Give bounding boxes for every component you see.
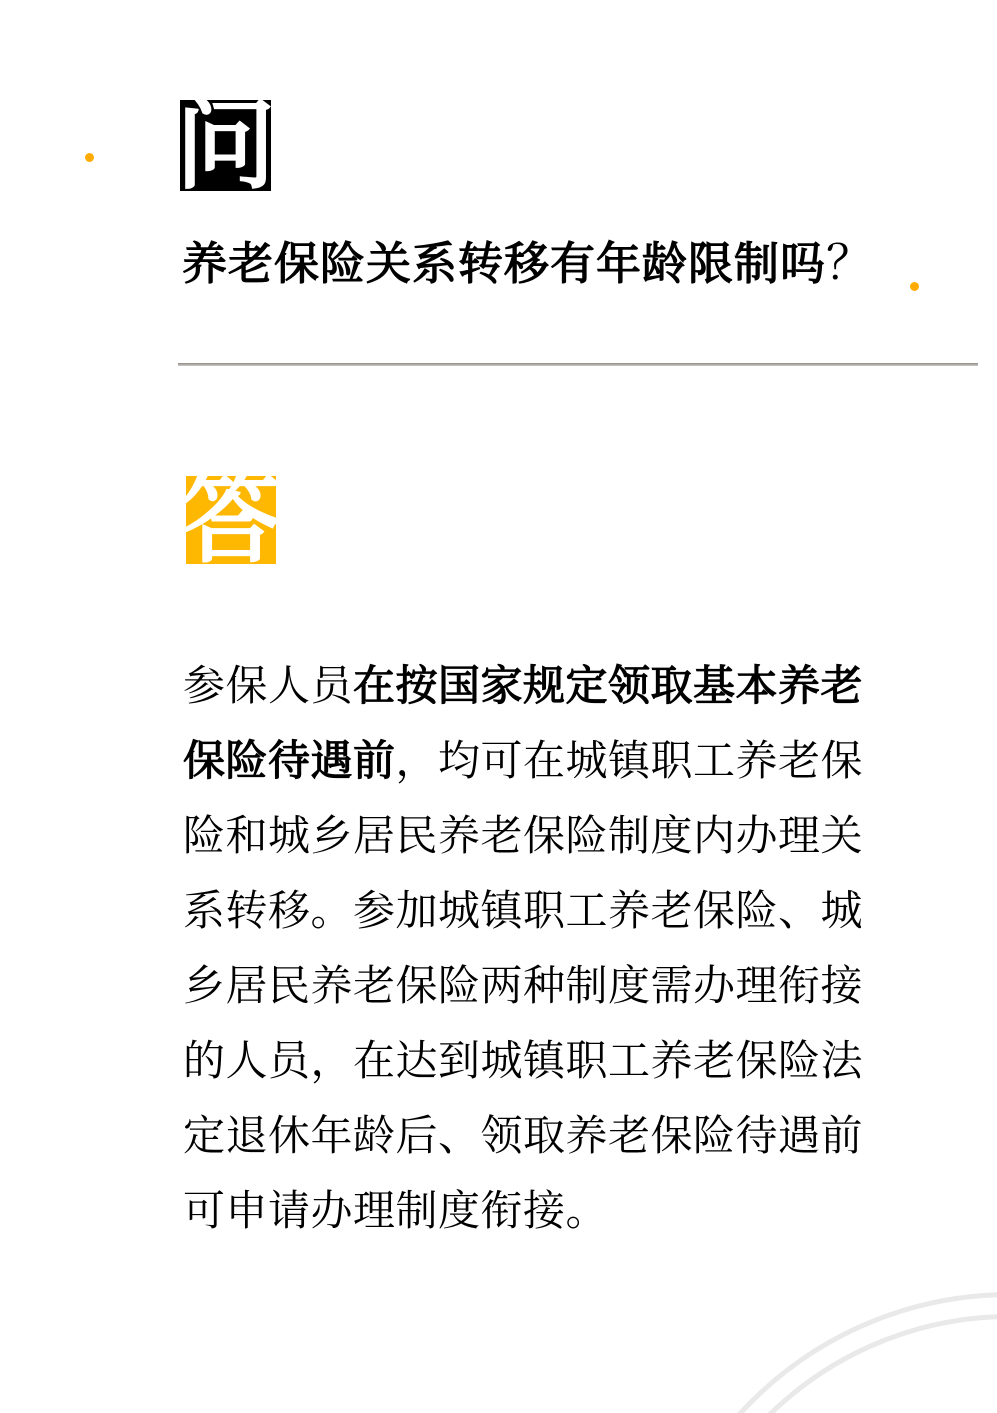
answer-paragraph xyxy=(183,648,903,1248)
answer-text: ，均可在城镇职工养老保 xyxy=(395,737,864,784)
answer-line xyxy=(183,1023,903,1098)
answer-line xyxy=(183,648,903,723)
answer-text: 险和城乡居民养老保险制度内办理关 xyxy=(183,812,864,859)
answer-line xyxy=(183,1098,903,1173)
answer-badge-glyph: 答 xyxy=(181,464,281,575)
question-title-text: 养老保险关系转移有年龄限制吗 xyxy=(182,238,827,289)
answer-text: 乡居民养老保险两种制度需办理衔接 xyxy=(183,962,864,1009)
question-badge-glyph: 问 xyxy=(175,89,276,201)
answer-text: 的人员，在达到城镇职工养老保险法 xyxy=(183,1037,864,1084)
answer-line xyxy=(183,873,903,948)
question-badge xyxy=(175,89,276,201)
answer-line xyxy=(183,1173,903,1248)
answer-line xyxy=(183,948,903,1023)
decorative-arc-inner xyxy=(664,1314,997,1413)
answer-emphasis: 保险待遇前 xyxy=(183,739,396,785)
answer-text: 可申请办理制度衔接。 xyxy=(183,1187,609,1234)
accent-dot-right xyxy=(910,282,919,291)
answer-text: 定退休年龄后、领取养老保险待遇前 xyxy=(183,1112,864,1159)
answer-line xyxy=(183,798,903,873)
answer-text: 系转移。参加城镇职工养老保险、城 xyxy=(183,887,864,934)
answer-line xyxy=(183,723,903,798)
answer-emphasis: 在按国家规定领取基本养老 xyxy=(353,664,864,710)
section-divider xyxy=(178,363,978,366)
question-mark: ？ xyxy=(826,238,875,290)
question-title xyxy=(182,226,942,293)
answer-text: 参保人员 xyxy=(183,662,354,709)
accent-dot-left xyxy=(85,153,94,162)
answer-badge xyxy=(181,464,281,575)
